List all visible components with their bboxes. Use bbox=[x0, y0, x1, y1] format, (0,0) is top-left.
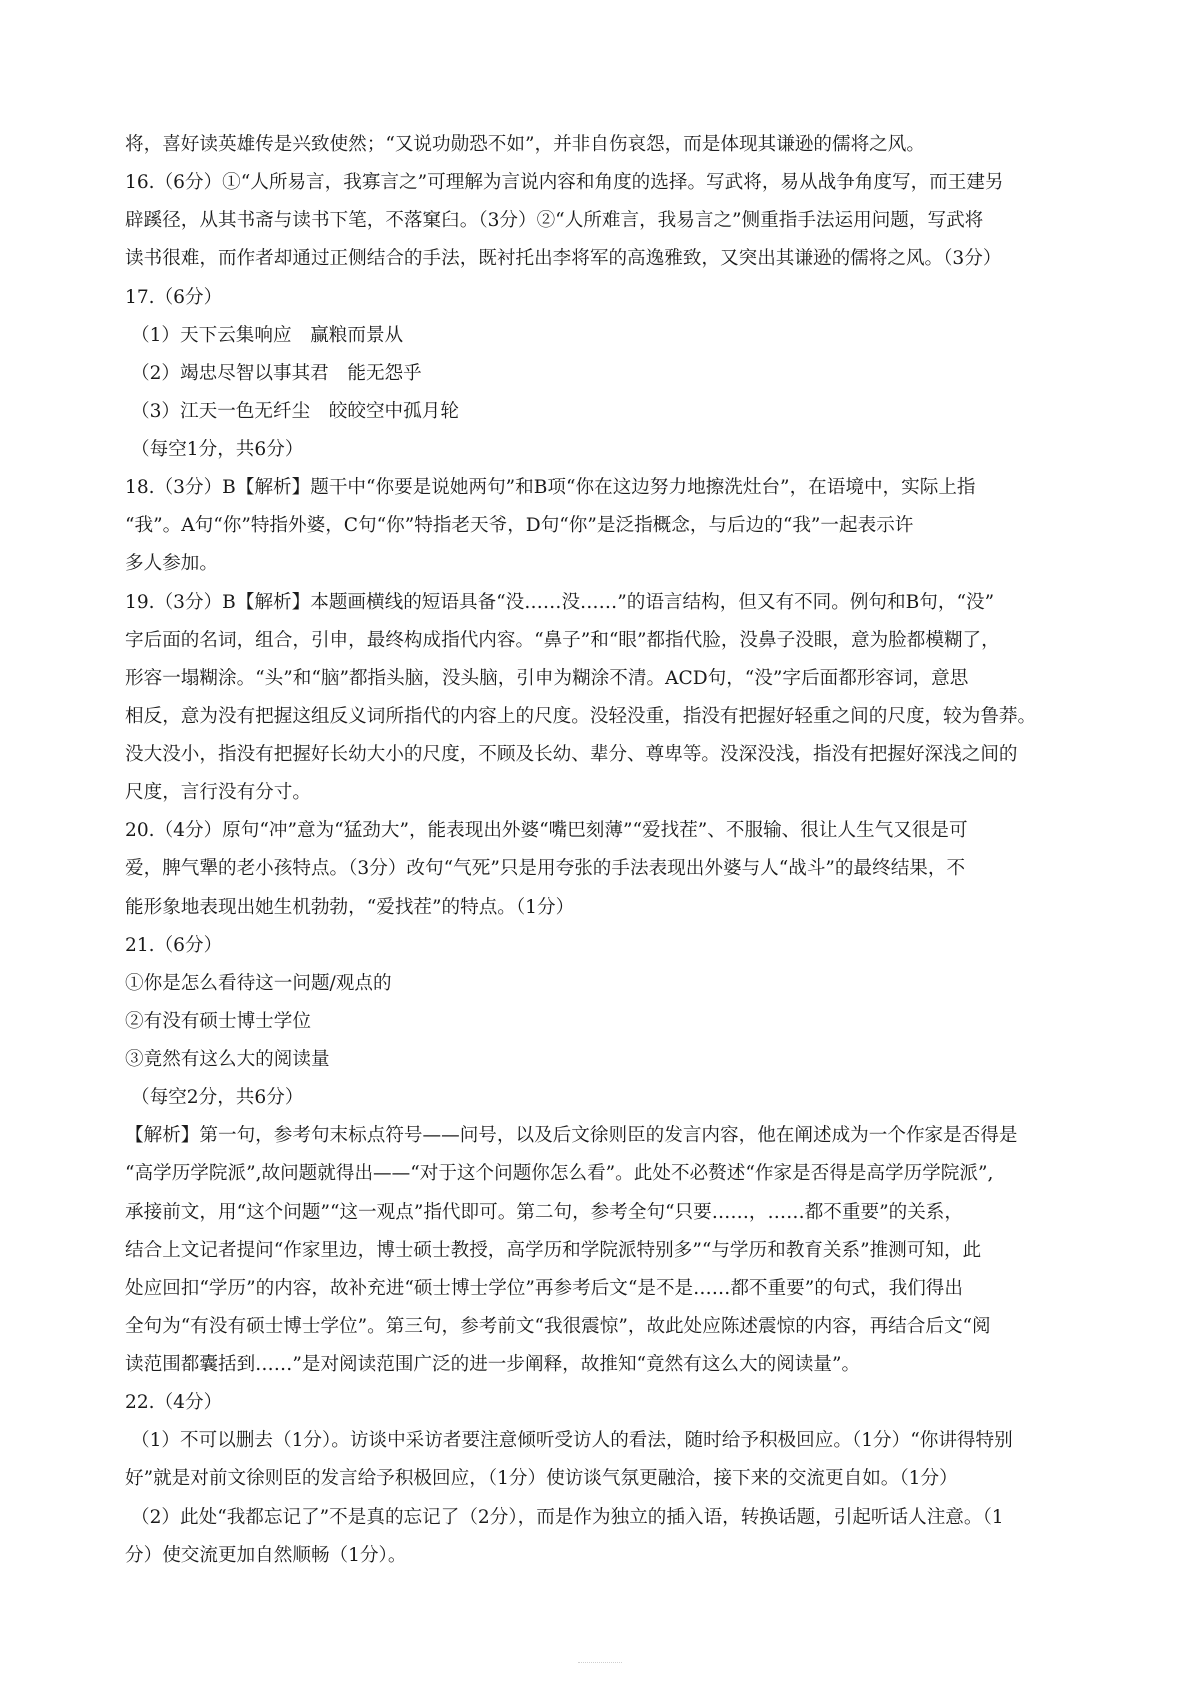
text-line: “我”。A句“你”特指外婆，C句“你”特指老天爷，D句“你”是泛指概念，与后边的“我”一起表示许 bbox=[125, 515, 914, 536]
text-line: “高学历学院派”,故问题就得出——“对于这个问题你怎么看”。此处不必赘述“作家是否得是高学历学院派”, bbox=[125, 1163, 994, 1184]
score-note: （每空1分，共6分） bbox=[131, 439, 304, 460]
text-line: 能形象地表现出她生机勃勃，“爱找茬”的特点。（1分） bbox=[125, 897, 575, 918]
text-line: 爱，脾气犟的老小孩特点。（3分）改句“气死”只是用夸张的手法表现出外婆与人“战斗”的最终结果，不 bbox=[125, 858, 966, 879]
text-line: （2）竭忠尽智以事其君 能无怨乎 bbox=[131, 363, 422, 384]
text-line: 全句为“有没有硕士博士学位”。第三句，参考前文“我很震惊”，故此处应陈述震惊的内容，再结合后文“阅 bbox=[125, 1316, 991, 1337]
text-line: 辟蹊径，从其书斋与读书下笔，不落窠臼。（3分）②“人所难言，我易言之”侧重指手法运用问题，写武将 bbox=[125, 210, 984, 231]
answer-21-heading: 21.（6分） bbox=[125, 935, 223, 956]
text-line: 结合上文记者提问“作家里边，博士硕士教授，高学历和学院派特别多”“与学历和教育关系”推测可知，此 bbox=[125, 1240, 982, 1261]
text-line: ①你是怎么看待这一问题/观点的 bbox=[125, 973, 392, 994]
text-line: 将，喜好读英雄传是兴致使然；“又说功勋恐不如”，并非自伤哀怨，而是体现其谦逊的儒将之风。 bbox=[125, 134, 925, 155]
text-line: 形容一塌糊涂。“头”和“脑”都指头脑，没头脑，引申为糊涂不清。ACD句，“没”字后面都形容词，意思 bbox=[125, 668, 969, 689]
text-line: 好”就是对前文徐则臣的发言给予积极回应，（1分）使访谈气氛更融洽，接下来的交流更自如。（1分） bbox=[125, 1468, 958, 1489]
text-line: 没大没小，指没有把握好长幼大小的尺度，不顾及长幼、辈分、尊卑等。没深没浅，指没有把握好深浅之间的 bbox=[125, 744, 1018, 765]
text-line: 读书很难，而作者却通过正侧结合的手法，既衬托出李将军的高逸雅致，又突出其谦逊的儒将之风。（3分） bbox=[125, 248, 1002, 269]
answer-20-line: 20.（4分）原句“冲”意为“猛劲大”，能表现出外婆“嘴巴刻薄”“爱找茬”、不服输、很让人生气又很是可 bbox=[125, 820, 968, 841]
text-line: （3）江天一色无纤尘 皎皎空中孤月轮 bbox=[131, 401, 459, 422]
text-line: 分）使交流更加自然顺畅（1分）。 bbox=[125, 1545, 407, 1566]
answer-22-heading: 22.（4分） bbox=[125, 1392, 223, 1413]
text-line: 尺度，言行没有分寸。 bbox=[125, 782, 311, 803]
text-line: 处应回扣“学历”的内容，故补充进“硕士博士学位”再参考后文“是不是……都不重要”的句式，我们得出 bbox=[125, 1278, 963, 1299]
text-line: 承接前文，用“这个问题”“这一观点”指代即可。第二句，参考全句“只要……，……都不重要”的关系， bbox=[125, 1202, 963, 1223]
text-line: ③竟然有这么大的阅读量 bbox=[125, 1049, 330, 1070]
answer-19-line: 19.（3分）B【解析】本题画横线的短语具备“没……没……”的语言结构，但又有不同。例句和B句，“没” bbox=[125, 592, 995, 613]
text-line: 相反，意为没有把握这组反义词所指代的内容上的尺度。没轻没重，指没有把握好轻重之间的尺度，较为鲁莽。 bbox=[125, 706, 1037, 727]
footer-divider bbox=[578, 1662, 622, 1669]
text-line: （2）此处“我都忘记了”不是真的忘记了（2分），而是作为独立的插入语，转换话题，引起听话人注意。（1 bbox=[131, 1507, 1004, 1528]
text-line: 读范围都囊括到……”是对阅读范围广泛的进一步阐释，故推知“竟然有这么大的阅读量”。 bbox=[125, 1354, 861, 1375]
text-line: （1）天下云集响应 赢粮而景从 bbox=[131, 325, 404, 346]
answer-18-line: 18.（3分）B【解析】题干中“你要是说她两句”和B项“你在这边努力地擦洗灶台”，在语境中，实际上指 bbox=[125, 477, 976, 498]
text-line: ②有没有硕士博士学位 bbox=[125, 1011, 311, 1032]
analysis-21-line: 【解析】第一句，参考句末标点符号——问号，以及后文徐则臣的发言内容，他在阐述成为一个作家是否得是 bbox=[125, 1125, 1018, 1146]
text-line: 多人参加。 bbox=[125, 553, 218, 574]
text-line: 字后面的名词，组合，引申，最终构成指代内容。“鼻子”和“眼”都指代脸，没鼻子没眼，意为脸都模糊了， bbox=[125, 630, 1000, 651]
text-line: （1）不可以删去（1分）。访谈中采访者要注意倾听受访人的看法，随时给予积极回应。（1分）“你讲得特别 bbox=[131, 1430, 1013, 1451]
answer-17-heading: 17.（6分） bbox=[125, 287, 223, 308]
score-note: （每空2分，共6分） bbox=[131, 1087, 304, 1108]
answer-16-line: 16.（6分）①“人所易言，我寡言之”可理解为言说内容和角度的选择。写武将，易从战争角度写，而王建另 bbox=[125, 172, 1004, 193]
